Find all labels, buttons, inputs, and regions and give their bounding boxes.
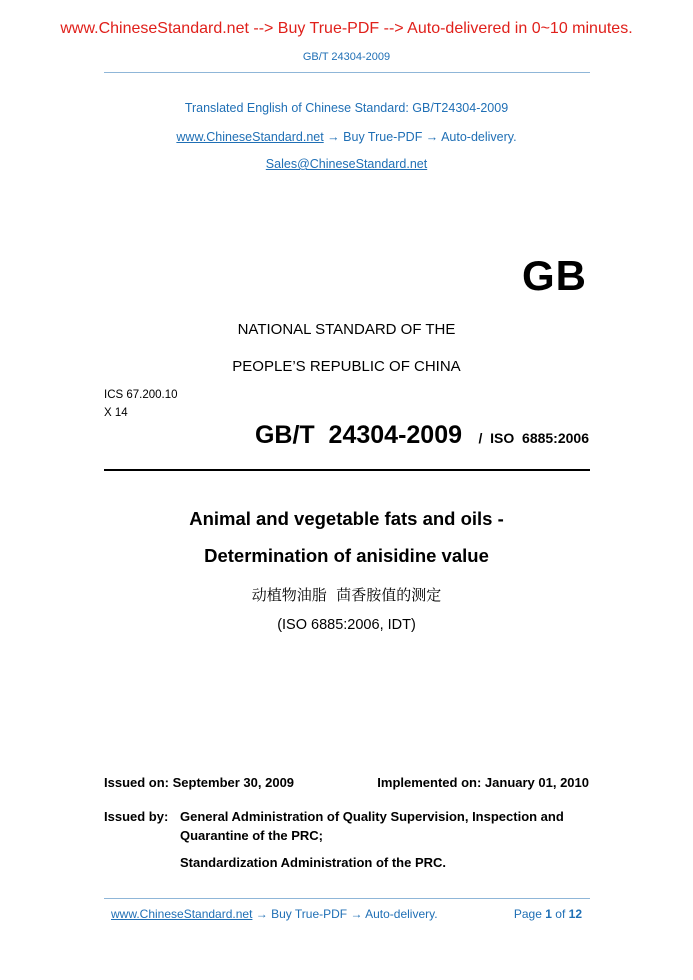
footer-promo-text: → Buy True-PDF → Auto-delivery.: [252, 907, 438, 921]
promo-text: → Buy True-PDF → Auto-delivery.: [323, 130, 517, 144]
website-link[interactable]: www.ChineseStandard.net: [176, 130, 324, 144]
implemented-on: Implemented on: January 01, 2010: [377, 775, 589, 790]
iso-reference: / ISO 6885:2006: [478, 430, 589, 446]
gb-mark: GB: [522, 252, 587, 299]
running-header: GB/T 24304-2009: [302, 51, 391, 63]
title-chinese: 动植物油脂 茴香胺值的测定: [251, 586, 442, 604]
issued-on: Issued on: September 30, 2009: [104, 775, 295, 790]
promo-banner[interactable]: www.ChineseStandard.net --> Buy True-PDF --> Auto-delivered in 0~10 minutes.: [60, 20, 633, 37]
translation-line: Translated English of Chinese Standard: GB/T24304-2009: [184, 101, 509, 115]
standard-number: GB/T 24304-2009: [254, 421, 463, 449]
email-line: [0, 157, 693, 171]
footer-website-link[interactable]: www.ChineseStandard.net: [111, 907, 253, 921]
national-standard-line1: NATIONAL STANDARD OF THE: [237, 321, 456, 338]
title-rule: [104, 469, 590, 471]
email-link[interactable]: Sales@ChineseStandard.net: [265, 157, 428, 171]
issued-by-org1: General Administration of Quality Supervision, Inspection and Quarantine of the PRC;: [180, 809, 564, 843]
issued-by-block: [104, 807, 594, 845]
title-line2: Determination of anisidine value: [204, 545, 489, 566]
of-label: of: [555, 907, 566, 921]
issued-by-org2: Standardization Administration of the PRC.: [180, 855, 447, 870]
header-rule: [104, 72, 590, 73]
national-standard-line2: PEOPLE’S REPUBLIC OF CHINA: [232, 358, 461, 375]
standard-number-line: [255, 421, 589, 450]
title-line1: Animal and vegetable fats and oils -: [189, 508, 504, 529]
footer-promo: [111, 907, 438, 921]
issued-by-label: Issued by:: [104, 809, 169, 824]
footer-rule: [104, 898, 590, 899]
page-total: 12: [568, 907, 582, 921]
page-indicator: [514, 907, 582, 921]
ics-code: ICS 67.200.10: [104, 389, 178, 401]
class-code: X 14: [104, 407, 128, 419]
equivalence-note: (ISO 6885:2006, IDT): [277, 617, 416, 633]
page-label: Page: [513, 907, 542, 921]
classification-block: [104, 386, 178, 422]
page-number: 1: [545, 907, 552, 921]
promo-line: [0, 130, 693, 144]
